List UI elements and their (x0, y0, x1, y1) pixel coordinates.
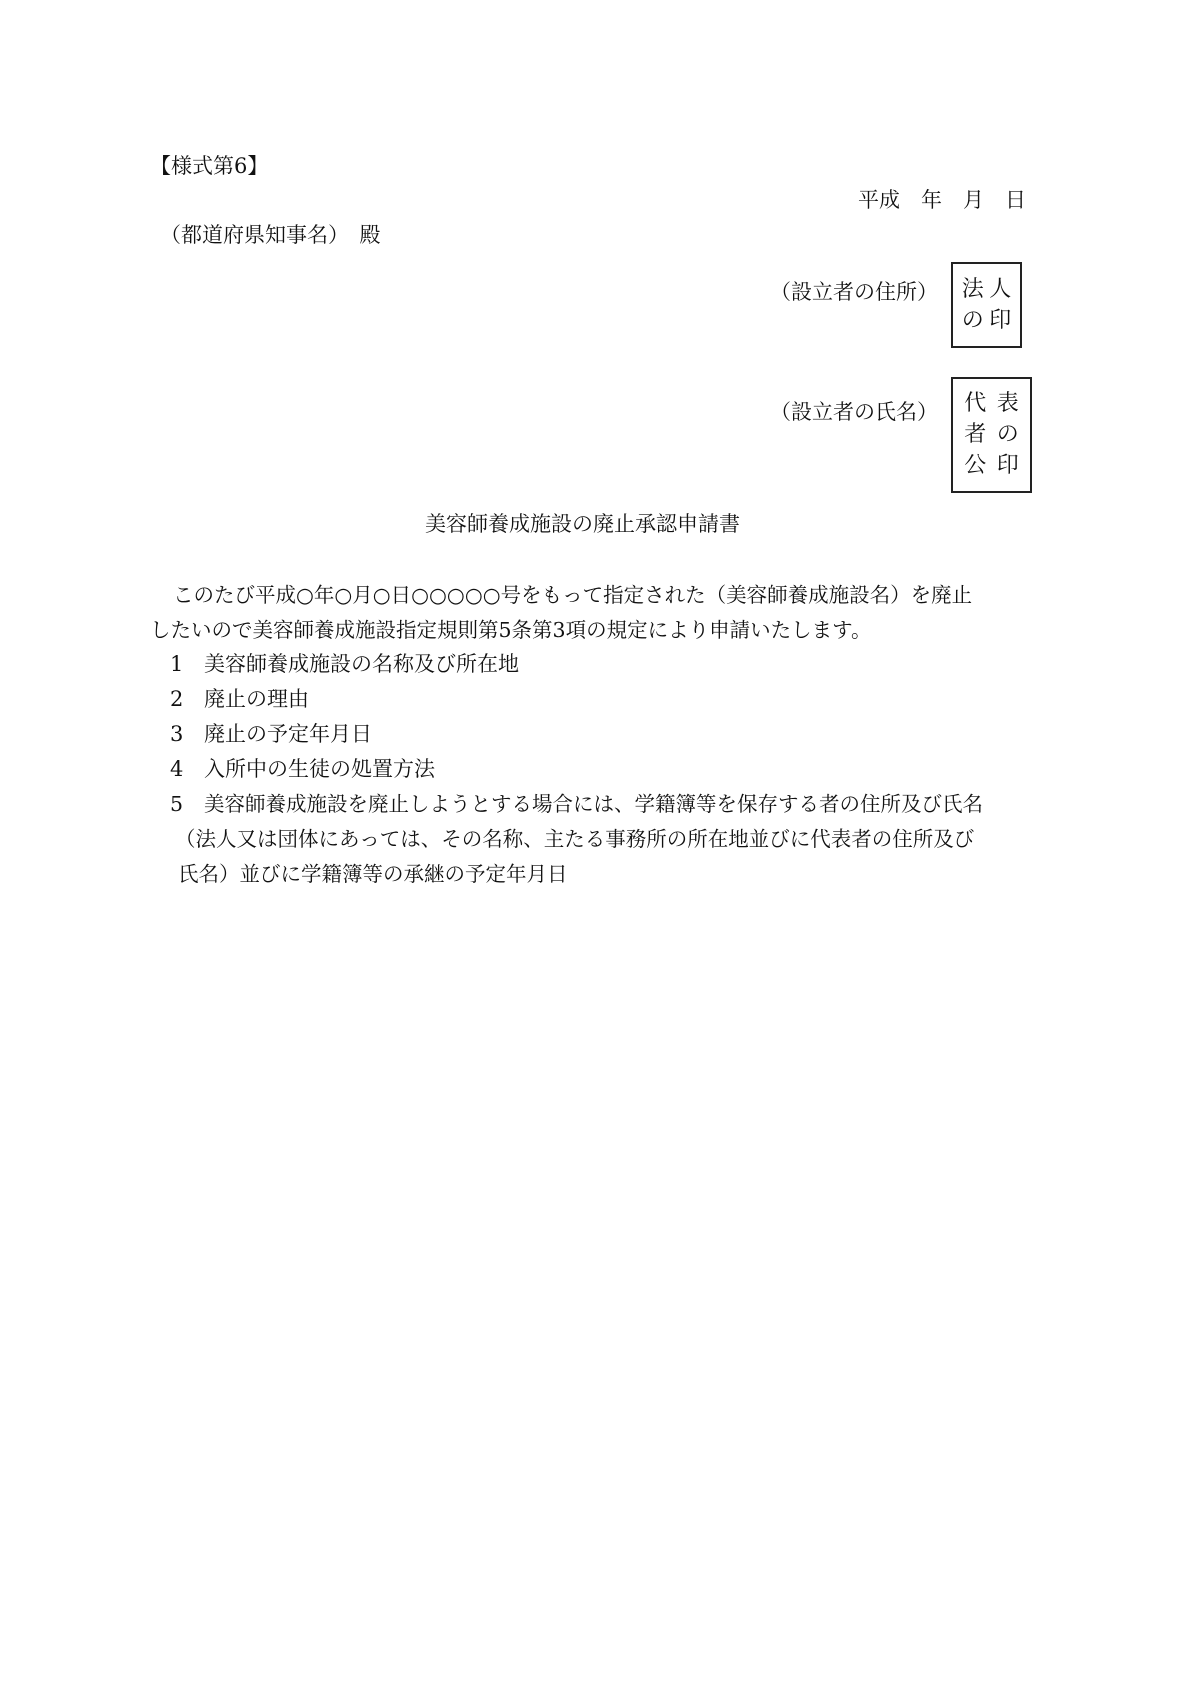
seal-char: の (996, 421, 1019, 447)
body-line-1: このたび平成○年○月○日○○○○○号をもって指定された（美容師養成施設名）を廃止 (173, 583, 973, 607)
seal-char: 法 (961, 276, 984, 302)
seal-char: 者 (964, 421, 987, 447)
date-line: 平成 年 月 日 (858, 188, 1026, 212)
list-item-5-continuation-1: （法人又は団体にあっては、その名称、主たる事務所の所在地並びに代表者の住所及び (175, 827, 975, 851)
list-item-1 (170, 654, 519, 675)
seal-char: の (961, 307, 984, 333)
item-number: 3 (170, 722, 184, 746)
seal-char: 公 (964, 452, 987, 478)
list-item-5 (170, 794, 983, 815)
list-item-2 (170, 689, 309, 710)
item-text: 美容師養成施設の名称及び所在地 (204, 652, 519, 676)
list-item-4 (170, 759, 435, 780)
item-number: 1 (170, 652, 184, 676)
seal-char: 印 (996, 452, 1019, 478)
founder-name-label: （設立者の氏名） (770, 400, 938, 424)
item-text: 廃止の理由 (204, 687, 309, 711)
item-number: 2 (170, 687, 184, 711)
founder-address-label: （設立者の住所） (770, 280, 938, 304)
seal-char: 表 (996, 391, 1019, 417)
item-text: 廃止の予定年月日 (204, 722, 372, 746)
addressee: （都道府県知事名） 殿 (160, 223, 381, 247)
seal-char: 代 (964, 391, 987, 417)
list-item-3 (170, 724, 372, 745)
seal-char: 人 (989, 276, 1012, 302)
body-line-2: したいので美容師養成施設指定規則第5条第3項の規定により申請いたします。 (150, 618, 872, 642)
document-title: 美容師養成施設の廃止承認申請書 (425, 512, 740, 536)
item-text: 美容師養成施設を廃止しようとする場合には、学籍簿等を保存する者の住所及び氏名 (204, 792, 983, 816)
form-number: 【様式第6】 (150, 154, 269, 178)
item-number: 4 (170, 757, 184, 781)
seal-char: 印 (989, 307, 1012, 333)
item-text: 入所中の生徒の処置方法 (204, 757, 435, 781)
list-item-5-continuation-2: 氏名）並びに学籍簿等の承継の予定年月日 (178, 862, 568, 886)
corporate-seal-box (951, 262, 1022, 348)
representative-seal-box (951, 377, 1032, 493)
item-number: 5 (170, 792, 184, 816)
